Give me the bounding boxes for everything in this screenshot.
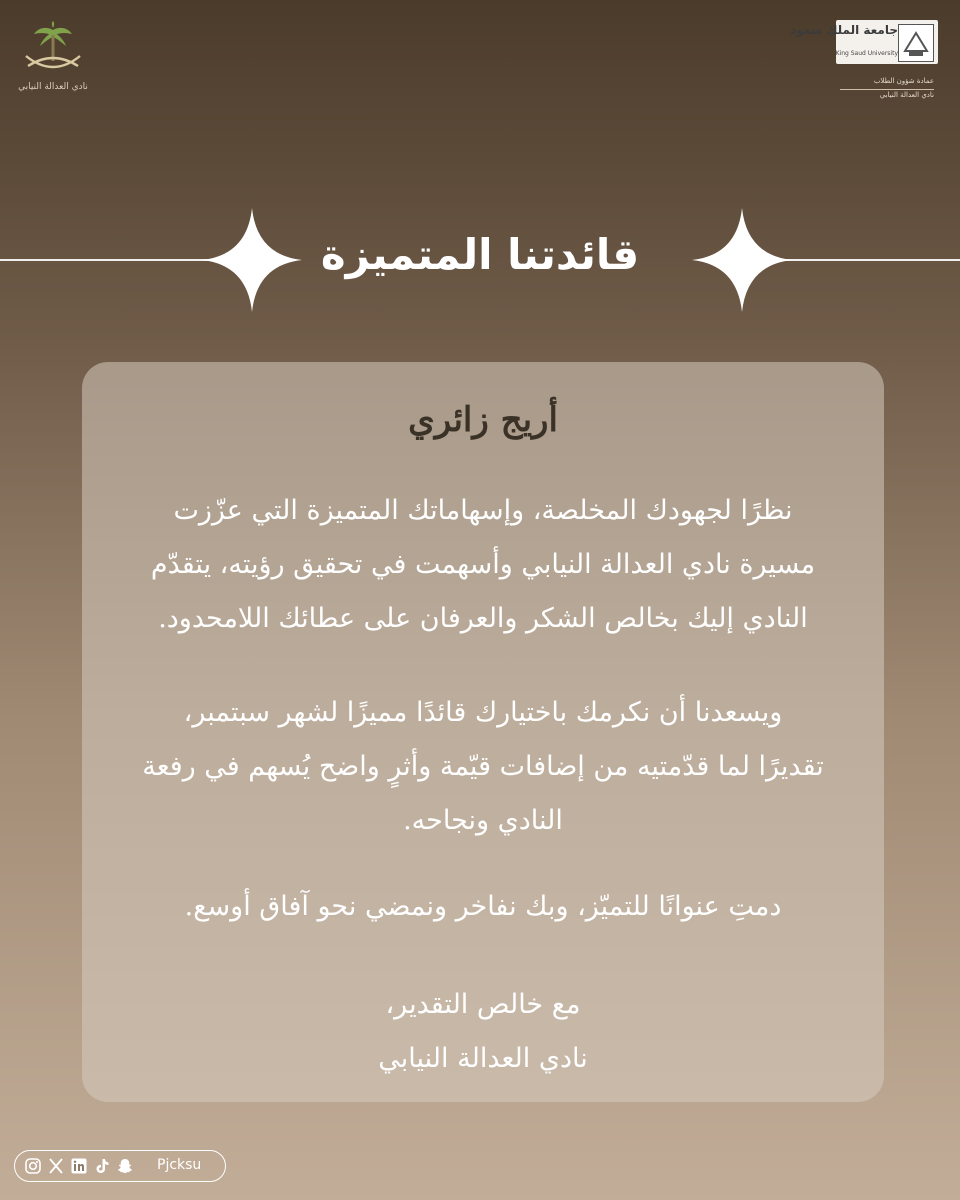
sparkle-icon <box>202 208 302 312</box>
title-banner <box>0 200 960 320</box>
text-line: مسيرة نادي العدالة النيابي وأسهمت في تحقيق رؤيته، يتقدّم <box>150 549 816 580</box>
text-line: تقديرًا لما قدّمتيه من إضافات قيّمة وأثرٍ واضح يُسهم في رفعة <box>142 751 824 782</box>
paragraph-honor <box>112 686 854 848</box>
deanship-label: عمادة شؤون الطلاب <box>873 77 934 85</box>
social-handle[interactable]: Pjcksu <box>157 1157 202 1173</box>
university-logo-plate <box>790 20 938 64</box>
paragraph-wishes <box>112 880 854 934</box>
logo-divider <box>840 89 934 90</box>
palm-swords-emblem-icon <box>12 20 94 82</box>
page-title: قائدتنا المتميزة <box>320 230 640 279</box>
university-name-english: King Saud University <box>835 50 898 57</box>
university-name-arabic: جامعة الملك سعود <box>790 23 898 37</box>
x-icon[interactable] <box>48 1158 64 1174</box>
text-line: نظرًا لجهودك المخلصة، وإسهاماتك المتميزة التي عزّزت <box>173 495 793 526</box>
palm-swords-emblem-logo <box>12 20 94 100</box>
instagram-icon[interactable] <box>25 1158 41 1174</box>
text-line: النادي ونجاحه. <box>403 805 563 836</box>
text-line: ويسعدنا أن نكرمك باختيارك قائدًا مميزًا لشهر سبتمبر، <box>183 697 783 728</box>
snapchat-icon[interactable] <box>117 1158 133 1174</box>
recipient-name: أريج زائري <box>408 400 558 440</box>
text-line: نادي العدالة النيابي <box>378 1043 588 1074</box>
university-crest-icon <box>898 24 934 62</box>
text-line: دمتِ عنوانًا للتميّز، وبك نفاخر ونمضي نحو آفاق أوسع. <box>184 891 782 922</box>
linkedin-icon[interactable] <box>71 1158 87 1174</box>
paragraph-gratitude <box>112 484 854 646</box>
tiktok-icon[interactable] <box>94 1158 110 1174</box>
message-card <box>82 362 884 1102</box>
university-logo <box>790 20 938 106</box>
text-line: النادي إليك بخالص الشكر والعرفان على عطائك اللامحدود. <box>158 603 808 634</box>
emblem-caption: نادي العدالة النيابي <box>18 82 88 92</box>
sparkle-icon <box>692 208 792 312</box>
text-line: مع خالص التقدير، <box>385 989 581 1020</box>
closing-signature <box>112 978 854 1086</box>
club-label: نادي العدالة النيابي <box>879 91 934 99</box>
social-handles-bar <box>14 1150 226 1182</box>
